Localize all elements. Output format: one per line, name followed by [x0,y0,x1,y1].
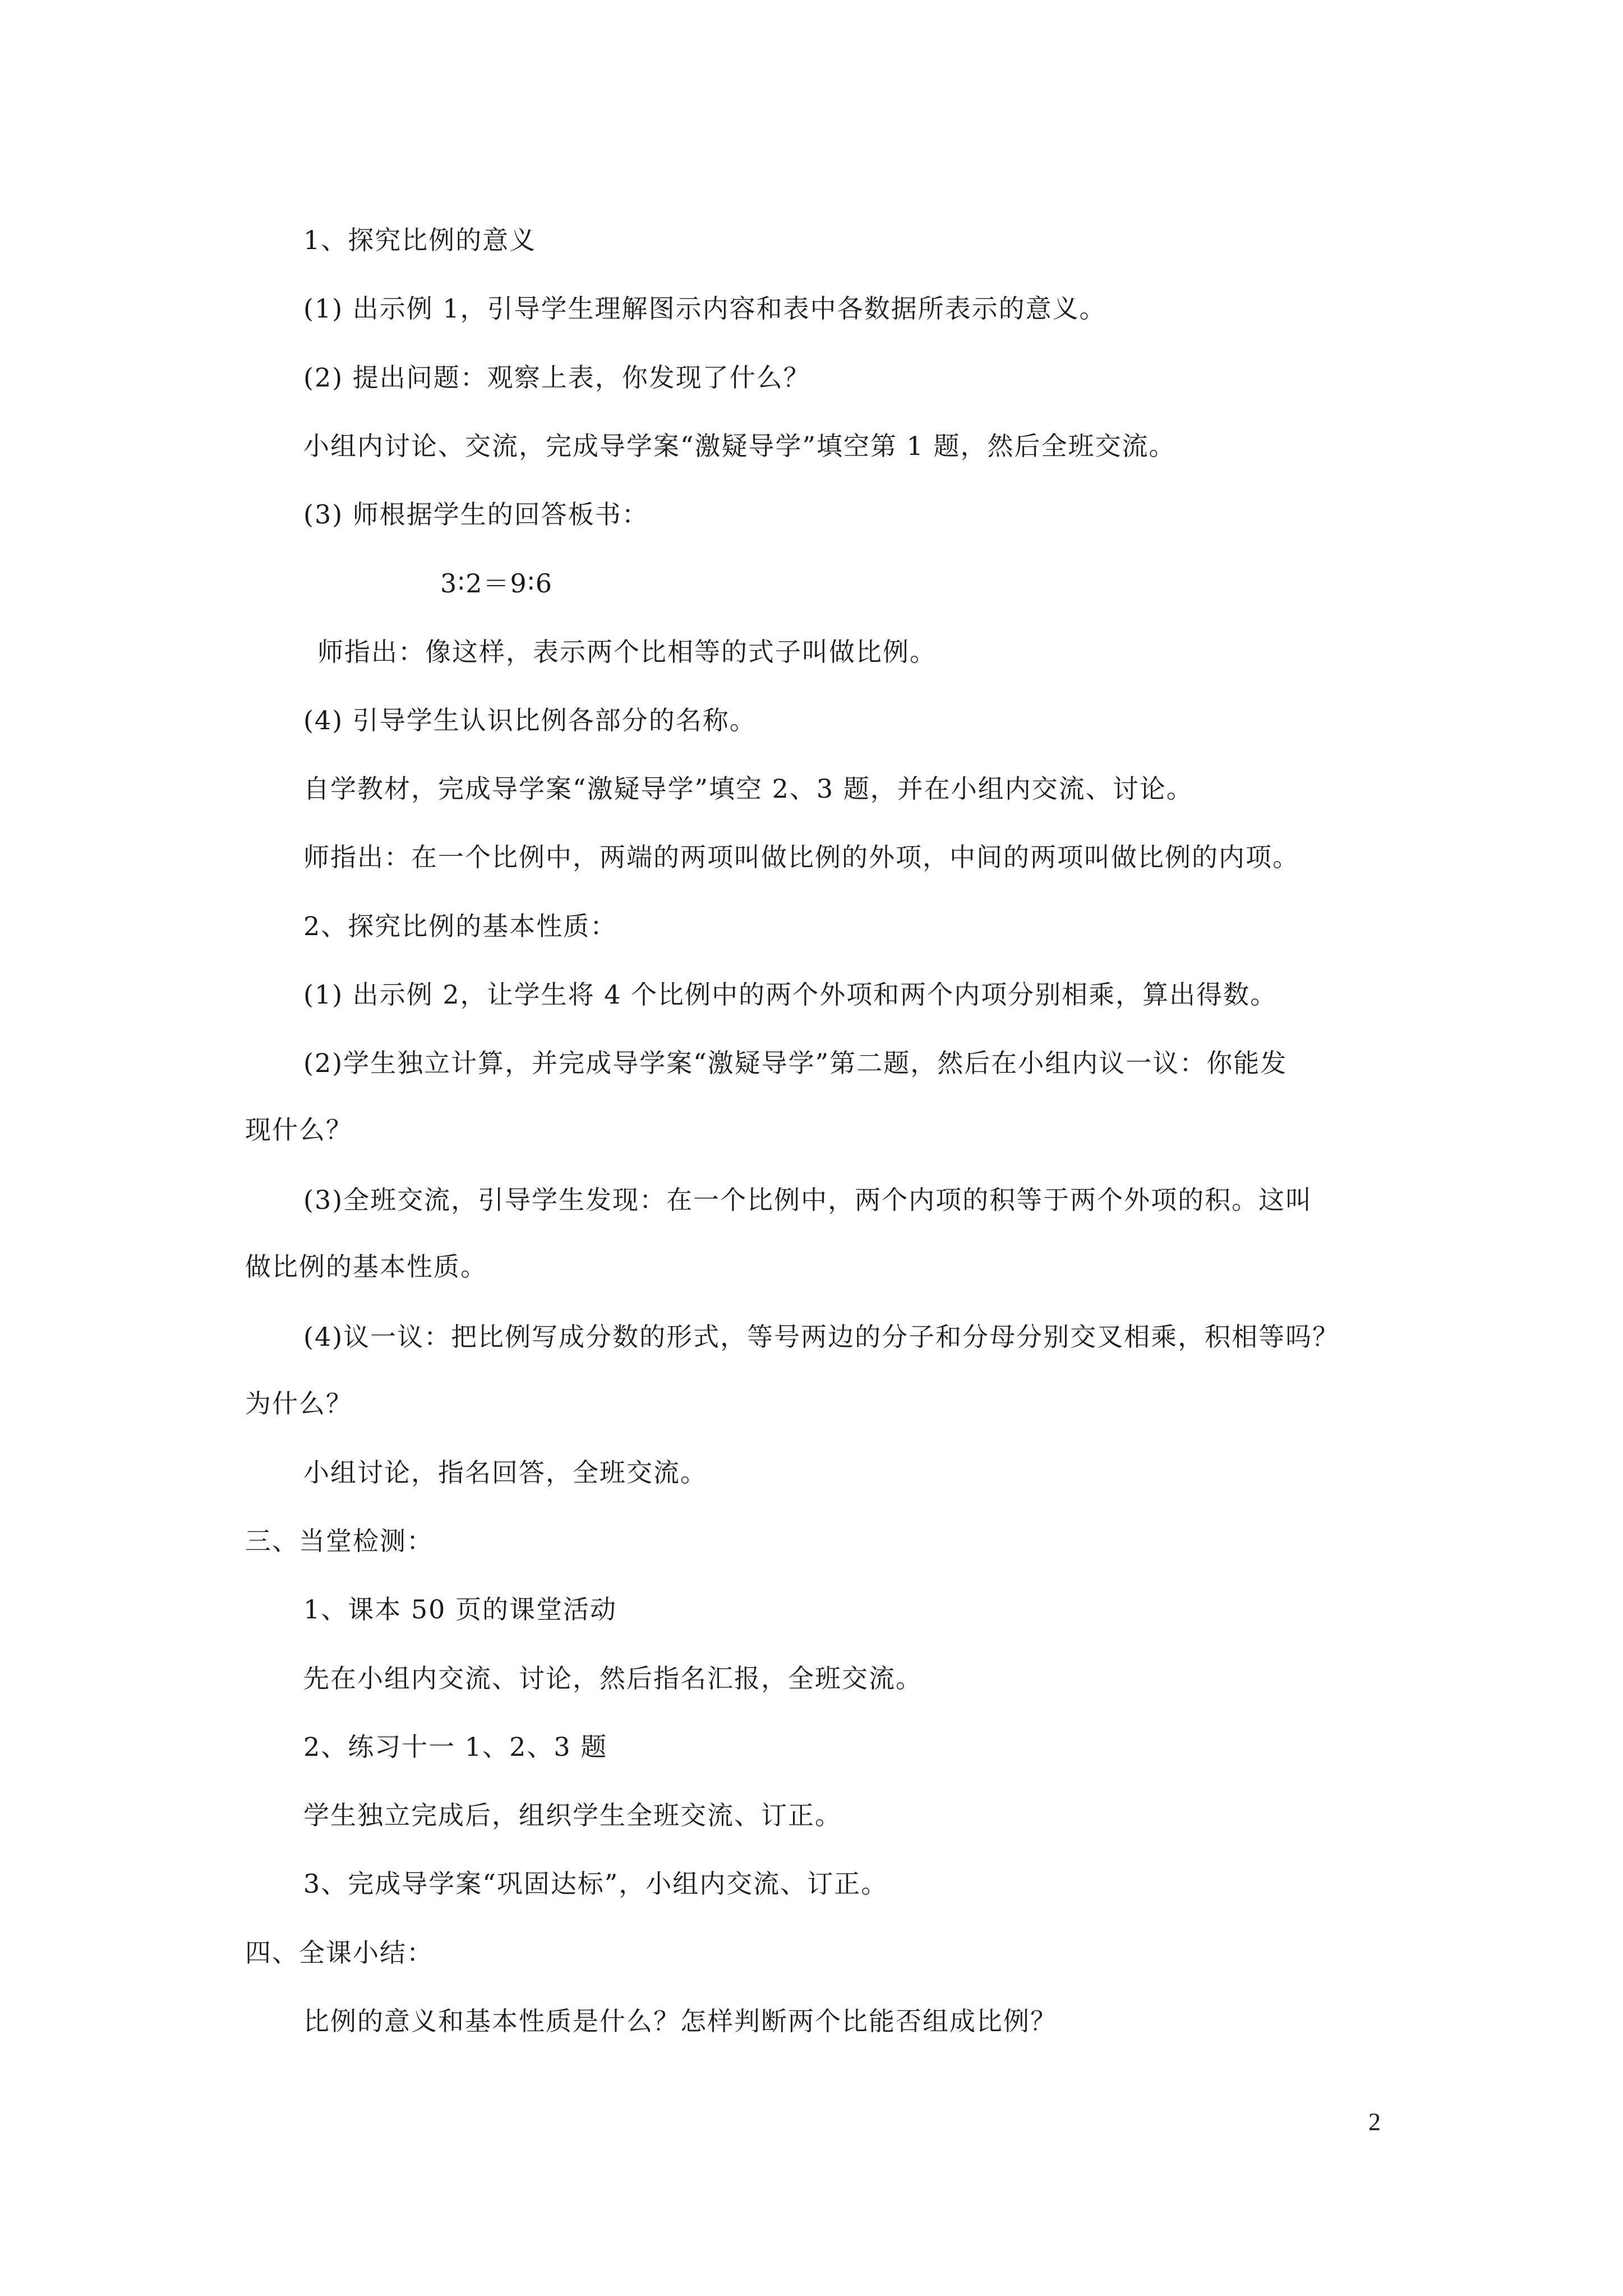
paragraph-2-4: (4)议一议：把比例写成分数的形式，等号两边的分子和分母分别交叉相乘，积相等吗？ [303,1322,1340,1352]
paragraph-2-3: (3)全班交流，引导学生发现：在一个比例中，两个内项的积等于两个外项的积。这叫 [303,1185,1313,1215]
paragraph-2-2: (2)学生独立计算，并完成导学案“激疑导学”第二题，然后在小组内议一议：你能发 [303,1048,1288,1078]
paragraph-2-3-continued: 做比例的基本性质。 [245,1251,487,1282]
proportion-formula: 3∶2＝9∶6 [440,568,554,599]
paragraph-self-study: 自学教材，完成导学案“激疑导学”填空 2、3 题，并在小组内交流、讨论。 [303,774,1193,804]
paragraph-1-2: (2) 提出问题：观察上表，你发现了什么？ [303,362,810,393]
section-heading-2: 2、探究比例的基本性质： [303,911,617,941]
page-number: 2 [1368,2108,1381,2136]
paragraph-summary: 比例的意义和基本性质是什么？怎样判断两个比能否组成比例？ [303,2006,1057,2036]
paragraph-1-1: (1) 出示例 1，引导学生理解图示内容和表中各数据所表示的意义。 [303,293,1106,324]
teacher-note-terms: 师指出：在一个比例中，两端的两项叫做比例的外项，中间的两项叫做比例的内项。 [303,842,1299,872]
paragraph-2-2-continued: 现什么？ [245,1115,353,1145]
paragraph-1-3: (3) 师根据学生的回答板书： [303,499,649,530]
section-heading-4: 四、全课小结： [245,1938,434,1968]
paragraph-2-4-continued: 为什么？ [245,1388,353,1419]
paragraph-3-3: 3、完成导学案“巩固达标”，小组内交流、订正。 [303,1869,888,1899]
paragraph-3-1: 1、课本 50 页的课堂活动 [303,1594,617,1625]
paragraph-3-2: 2、练习十一 1、2、3 题 [303,1732,608,1762]
paragraph-1-4: (4) 引导学生认识比例各部分的名称。 [303,705,757,735]
section-heading-3: 三、当堂检测： [245,1526,434,1556]
paragraph-2-1: (1) 出示例 2，让学生将 4 个比例中的两个外项和两个内项分别相乘，算出得数。 [303,979,1278,1010]
paragraph-group-discussion: 小组内讨论、交流，完成导学案“激疑导学”填空第 1 题，然后全班交流。 [303,431,1176,461]
teacher-note-definition: 师指出：像这样，表示两个比相等的式子叫做比例。 [317,637,937,667]
paragraph-3-2-detail: 学生独立完成后，组织学生全班交流、订正。 [303,1800,842,1830]
paragraph-group-answer: 小组讨论，指名回答，全班交流。 [303,1457,707,1488]
section-heading-1: 1、探究比例的意义 [303,225,537,255]
paragraph-3-1-detail: 先在小组内交流、讨论，然后指名汇报，全班交流。 [303,1663,923,1694]
